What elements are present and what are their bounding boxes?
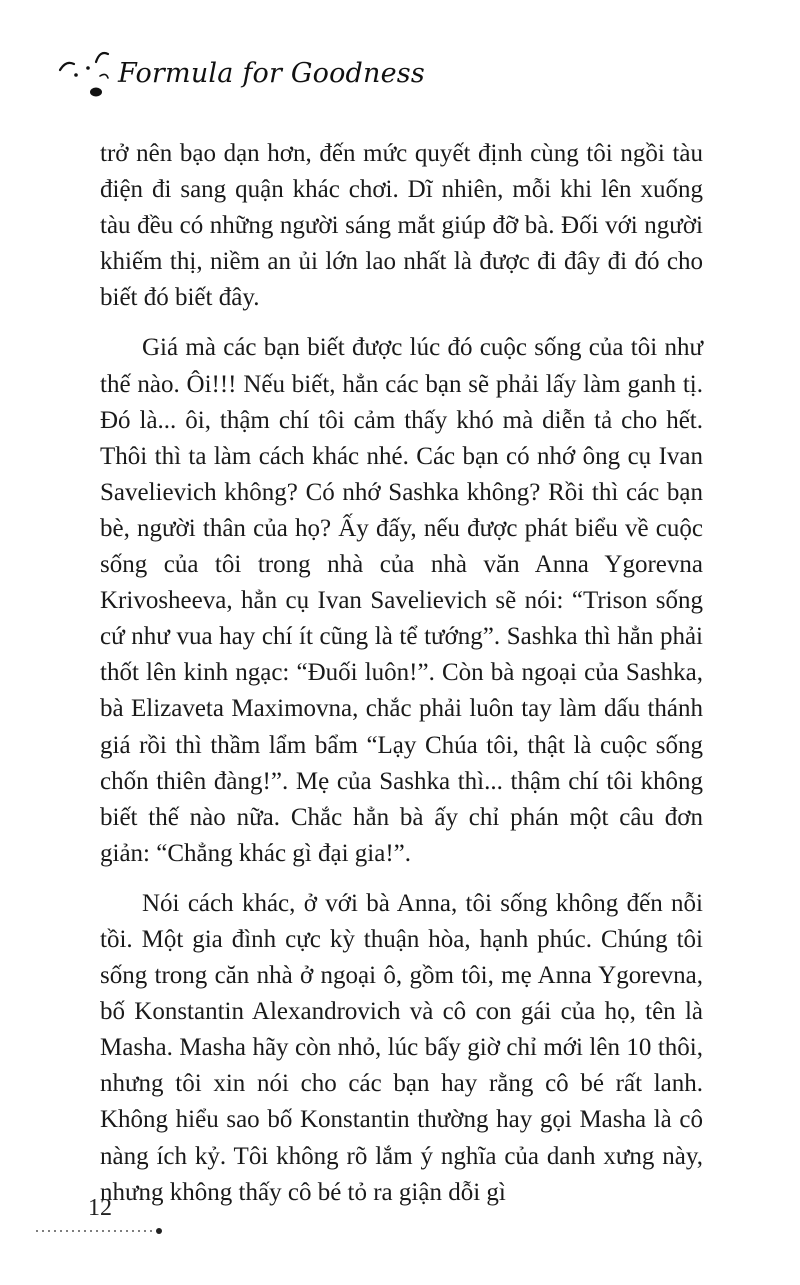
paragraph-1: trở nên bạo dạn hơn, đến mức quyết định cùng tôi ngồi tàu điện đi sang quận khác chơi. Dĩ nhiên, mỗi khi lên xuống tàu đều có những người sáng mắt giúp đỡ bà. Đối với người khiếm thị, niềm an ủi lớn lao nhất là được đi đây đi đó cho biết đó biết đây. (100, 140, 703, 312)
body-text (100, 136, 703, 1225)
paragraph-3: Nói cách khác, ở với bà Anna, tôi sống không đến nỗi tồi. Một gia đình cực kỳ thuận hòa, hạnh phúc. Chúng tôi sống trong căn nhà ở ngoại ô, gồm tôi, mẹ Anna Ygorevna, bố Konstantin Alexandrovich và cô con gái của họ, tên là Masha. Masha hãy còn nhỏ, lúc bấy giờ chỉ mới lên 10 thôi, nhưng tôi xin nói cho các bạn hay rằng cô bé rất lanh. Không hiểu sao bố Konstantin thường hay gọi Masha là cô nàng ích kỷ. Tôi không rõ lắm ý nghĩa của danh xưng này, nhưng không thấy cô bé tỏ ra giận dỗi gì (100, 889, 703, 1206)
page-number: 12 (88, 1195, 112, 1221)
footer-dots-decoration (36, 1227, 162, 1235)
paragraph-2: Giá mà các bạn biết được lúc đó cuộc sống của tôi như thế nào. Ôi!!! Nếu biết, hẳn các bạn sẽ phải lấy làm ganh tị. Đó là... ôi, thậm chí tôi cảm thấy khó mà diễn tả cho hết. Thôi thì ta làm cách khác nhé. Các bạn có nhớ ông cụ Ivan Savelievich không? Có nhớ Sashka không? Rồi thì các bạn bè, người thân của họ? Ấy đấy, nếu được phát biểu về cuộc sống của tôi trong nhà của nhà văn Anna Ygorevna Krivosheeva, hẳn cụ Ivan Savelievich sẽ nói: “Trison sống cứ như vua hay chí ít cũng là tể tướng”. Sashka thì hẳn phải thốt lên kinh ngạc: “Đuối luôn!”. Còn bà ngoại của Sashka, bà Elizaveta Maximovna, chắc phải luôn tay làm dấu thánh giá rồi thì thầm lẩm bẩm “Lạy Chúa tôi, thật là cuộc sống chốn thiên đàng!”. Mẹ của Sashka thì... thậm chí tôi không biết thế nào nữa. Chắc hẳn bà ấy chỉ phán một câu đơn giản: “Chẳng khác gì đại gia!”. (100, 334, 703, 867)
running-header (56, 42, 425, 112)
page-footer (36, 1195, 196, 1235)
puppy-face-icon (56, 42, 118, 104)
header-title: Formula for Goodness (118, 58, 425, 89)
